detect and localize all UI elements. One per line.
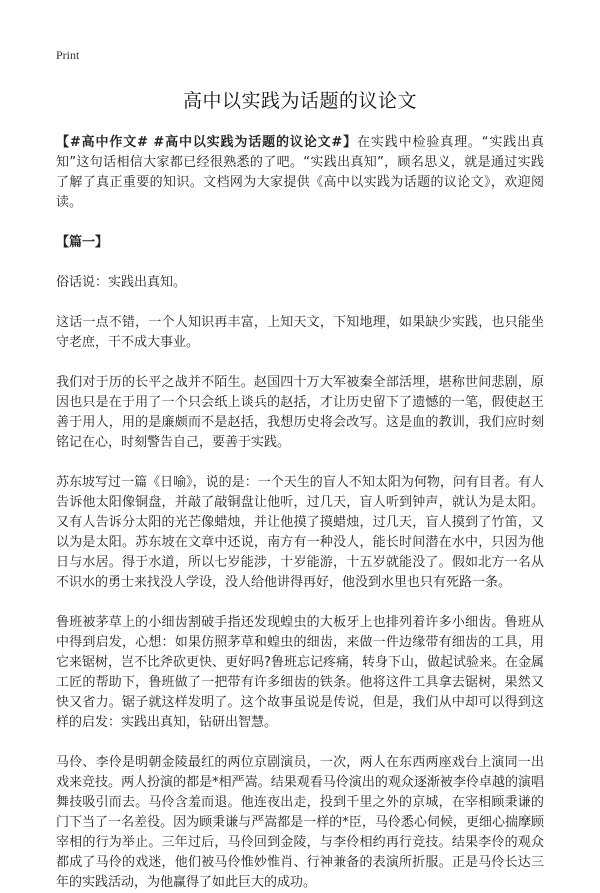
intro-tag: 【#高中作文# #高中以实践为话题的议论文#】 bbox=[56, 135, 358, 150]
document-body bbox=[56, 133, 544, 893]
paragraph-1: 俗话说：实践出真知。 bbox=[56, 275, 187, 290]
paragraph-5: 鲁班被茅草上的小细齿割破手指还发现蝗虫的大板牙上也排列着许多小细齿。鲁班从中得到启发，心想：如果仿照茅草和蝗虫的细齿，来做一件边缘带有细齿的工具，用它来锯树，岂不比斧砍更快、更好吗?鲁班忘记疼痛，转身下山，做起试验来。在金属工匠的帮助下，鲁班做了一把带有许多细齿的铁条。他将这件工具拿去锯树，果然又快又省力。锯子就这样发明了。这个故事虽说是传说，但是，我们从中却可以得到这样的启发：实践出真知，钻研出智慧。 bbox=[56, 615, 544, 730]
document-title: 高中以实践为话题的议论文 bbox=[182, 90, 417, 112]
paragraph-4: 苏东坡写过一篇《日喻》，说的是：一个天生的盲人不知太阳为何物，问有目者。有人告诉他太阳像铜盘，并敲了敲铜盘让他听，过几天，盲人听到钟声，就认为是太阳。又有人告诉分太阳的光芒像蜡烛，并让他摸了摸蜡烛，过几天，盲人摸到了竹笛，又以为是太阳。苏东坡在文章中还说，南方有一种没人，能长时间潜在水中，只因为他日与水居。得于水道，所以七岁能涉，十岁能游，十五岁就能没了。假如北方一名从不识水的勇士来找没人学设，没人给他讲得再好，他没到水里也只有死路一条。 bbox=[56, 475, 544, 590]
section-heading: 【篇一】 bbox=[56, 235, 109, 250]
intro-text: 在实践中检验真理。“实践出真知”这句话相信大家都已经很熟悉的了吧。“实践出真知”，顾名思义，就是通过实践了解了真正重要的知识。文档网为大家提供《高中以实践为话题的议论文》，欢迎阅读。 bbox=[56, 135, 544, 210]
paragraph-6: 马伶、李伶是明朝金陵最红的两位京剧演员，一次，两人在东西两座戏台上演同一出戏来竞技。两人扮演的都是*相严嵩。结果观看马伶演出的观众逐渐被李伶卓越的演唱舞技吸引而去。马伶含羞而退。他连夜出走，投到千里之外的京城，在宰相顾秉谦的门下当了一名差役。因为顾秉谦与严嵩都是一样的*臣，马伶悉心伺候，更细心揣摩顾宰相的行为举止。三年过后，马伶回到金陵，与李伶相约再行竞技。结果李伶的观众都成了马伶的戏迷，他们被马伶惟妙惟肖、行神兼备的表演所折服。正是马伶长达三年的实践活动，为他赢得了如此巨大的成功。 bbox=[56, 755, 544, 890]
paragraph-2: 这话一点不错，一个人知识再丰富，上知天文，下知地理，如果缺少实践，也只能坐守老庶，干不成大事业。 bbox=[56, 315, 544, 350]
paragraph-3: 我们对于历的长平之战并不陌生。赵国四十万大军被秦全部活埋，堪称世间悲剧，原因也只是在于用了一个只会纸上谈兵的赵括，才让历史留下了遗憾的一笔，假使赵王善于用人，用的是廉颇而不是赵括，我想历史将会改写。这是血的教训，我们应时刻铭记在心，时刻警告自己，要善于实践。 bbox=[56, 375, 544, 450]
print-label: Print bbox=[56, 48, 80, 62]
intro-paragraph bbox=[56, 133, 544, 213]
